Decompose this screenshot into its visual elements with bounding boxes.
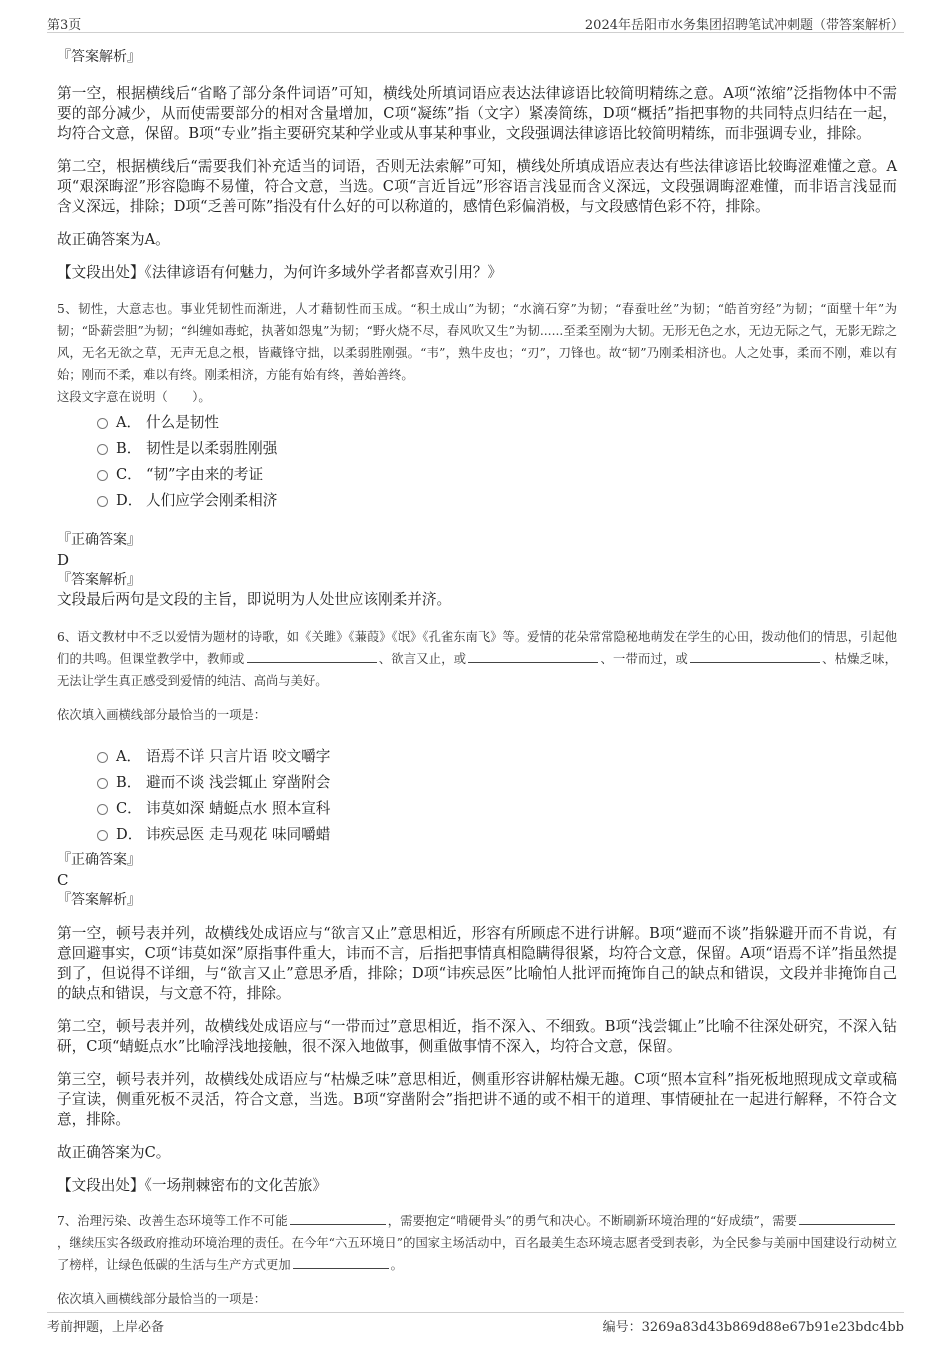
blank-line	[799, 1212, 895, 1225]
radio-icon[interactable]	[97, 496, 108, 507]
q5-answer: D	[57, 551, 70, 569]
q6-analysis-tag: 『答案解析』	[57, 892, 141, 908]
q5-answer-tag: 『正确答案』	[57, 532, 141, 548]
page-header	[47, 10, 904, 33]
q6-option-b[interactable]	[57, 768, 897, 794]
q5-stem: 这段文字意在说明（ ）。	[57, 390, 211, 404]
option-letter: D．	[116, 825, 143, 843]
option-text: “韧”字由来的考证	[146, 465, 264, 483]
option-text: 讳疾忌医 走马观花 味同嚼蜡	[146, 825, 331, 843]
option-text: 韧性是以柔弱胜刚强	[146, 439, 278, 457]
q5-options	[57, 408, 897, 512]
document-id: 编号：3269a83d43b869d88e67b91e23bdc4bb	[602, 1320, 904, 1335]
radio-icon[interactable]	[97, 444, 108, 455]
radio-icon[interactable]	[97, 804, 108, 815]
q5-option-d[interactable]	[57, 486, 897, 512]
document-title: 2024年岳阳市水务集团招聘笔试冲刺题（带答案解析）	[584, 18, 904, 33]
q6-option-a[interactable]	[57, 742, 897, 768]
q6-analysis-paragraph-1: 第一空，顿号表并列，故横线处成语应与“欲言又止”意思相近，形容有所顾虑不进行讲解。B项“避而不谈”指躲避开而不肯说，有意回避事实，C项“讳莫如深”原指事件重大，讳而不言，后指把事情真相隐瞒得很紧，均符合文意，保留。A项“语焉不详”指虽然提到了，但说得不详细，与“欲言又止”意思矛盾，排除；D项“讳疾忌医”比喻怕人批评而掩饰自己的缺点和错误，文段并非掩饰自己的缺点和错误，与文意不符，排除。	[57, 925, 897, 1002]
q4-analysis-paragraph-1: 第一空，根据横线后“省略了部分条件词语”可知，横线处所填词语应表达法律谚语比较简明精练之意。A项“浓缩”泛指物体中不需要的部分减少，从而使需要部分的相对含量增加，C项“凝练”指（文字）紧凑简练，D项“概括”指把事物的共同特点归结在一起，均符合文意，保留。B项“专业”指主要研究某种学业或从事某种事业，文段强调法律谚语比较简明精练，而非强调专业，排除。	[57, 85, 897, 142]
q4-analysis-tag: 『答案解析』	[57, 49, 141, 65]
option-letter: B．	[116, 439, 142, 457]
q5-option-a[interactable]	[57, 408, 897, 434]
q7-question-text: 7、治理污染、改善生态环境等工作不可能 ，需要抱定“啃硬骨头”的勇气和决心。不断刷新环境治理的“好成绩”，需要，继续压实各级政府推动环境治理的责任。在今年“六五环境日”的国家主场活动中，百名最美生态环境志愿者受到表彰，为全民参与美丽中国建设行动树立了榜样，让绿色低碳的生活与生产方式更加 。	[57, 1214, 897, 1272]
option-letter: C．	[116, 799, 142, 817]
q6-option-c[interactable]	[57, 794, 897, 820]
option-text: 语焉不详 只言片语 咬文嚼字	[146, 747, 331, 765]
option-text: 什么是韧性	[146, 413, 219, 431]
radio-icon[interactable]	[97, 418, 108, 429]
option-letter: A．	[116, 747, 142, 765]
q6-question-text: 6、语文教材中不乏以爱情为题材的诗歌，如《关雎》《蒹葭》《氓》《孔雀东南飞》等。爱情的花朵常常隐秘地萌发在学生的心田，拨动他们的情思，引起他们的共鸣。但课堂教学中，教师或 、欲言又止，或 、一带而过，或 、枯燥乏味，无法让学生真正感受到爱情的纯洁、高尚与美好。	[57, 630, 897, 688]
q4-analysis-paragraph-2: 第二空，根据横线后“需要我们补充适当的词语，否则无法索解”可知，横线处所填成语应表达有些法律谚语比较晦涩难懂之意。A项“艰深晦涩”形容隐晦不易懂，符合文意，当选。C项“言近旨远”形容语言浅显而含义深远，文段强调晦涩难懂，而非语言浅显而含义深远，排除；D项“乏善可陈”指没有什么好的可以称道的，感情色彩偏消极，与文段感情色彩不符，排除。	[57, 158, 897, 215]
q5-analysis-tag: 『答案解析』	[57, 572, 141, 588]
q6-answer-tag: 『正确答案』	[57, 852, 141, 868]
footer-slogan: 考前押题，上岸必备	[47, 1320, 165, 1335]
page-number: 第3页	[47, 18, 82, 33]
radio-icon[interactable]	[97, 470, 108, 481]
q6-analysis-paragraph-3: 第三空，顿号表并列，故横线处成语应与“枯燥乏味”意思相近，侧重形容讲解枯燥无趣。C项“照本宣科”指死板地照现成文章或稿子宣读，侧重死板不灵活，符合文意，当选。B项“穿凿附会”指把讲不通的或不相干的道理、事情硬扯在一起进行解释，不符合文意，排除。	[57, 1071, 897, 1128]
blank-line	[690, 650, 820, 663]
option-letter: A．	[116, 413, 142, 431]
q6-source: 【文段出处】《一场荆棘密布的文化苦旅》	[57, 1177, 327, 1194]
q7-stem: 依次填入画横线部分最恰当的一项是：	[57, 1292, 267, 1306]
blank-line	[468, 650, 598, 663]
q6-answer: C	[57, 871, 69, 889]
blank-line	[247, 650, 377, 663]
q5-analysis: 文段最后两句是文段的主旨，即说明为人处世应该刚柔并济。	[57, 591, 452, 608]
radio-icon[interactable]	[97, 830, 108, 841]
q4-source: 【文段出处】《法律谚语有何魅力，为何许多域外学者都喜欢引用？》	[57, 264, 503, 281]
q5-option-b[interactable]	[57, 434, 897, 460]
blank-line	[293, 1256, 389, 1269]
q6-options	[57, 742, 897, 846]
q5-question-text: 5、韧性，大意志也。事业凭韧性而渐进，人才藉韧性而玉成。“积土成山”为韧；“水滴石穿”为韧；“春蚕吐丝”为韧；“皓首穷经”为韧；“面壁十年”为韧；“卧薪尝胆”为韧；“纠缠如毒蛇，执著如怨鬼”为韧；“野火烧不尽，春风吹又生”为韧......至柔至刚为大韧。无形无色之水，无边无际之气，无影无踪之风，无名无欲之草，无声无息之根，皆藏锋守拙，以柔弱胜刚强。“韦”，熟牛皮也；“刃”，刀锋也。故“韧”乃刚柔相济也。人之处事，柔而不刚，难以有始；刚而不柔，难以有终。刚柔相济，方能有始有终，善始善终。	[57, 302, 897, 382]
option-text: 避而不谈 浅尝辄止 穿凿附会	[146, 773, 331, 791]
blank-line	[290, 1212, 386, 1225]
q6-conclusion: 故正确答案为C。	[57, 1144, 171, 1161]
q6-analysis-paragraph-2: 第二空，顿号表并列，故横线处成语应与“一带而过”意思相近，指不深入、不细致。B项“浅尝辄止”比喻不往深处研究，不深入钻研，C项“蜻蜓点水”比喻浮浅地接触，很不深入地做事，侧重做事情不深入，均符合文意，保留。	[57, 1018, 897, 1055]
option-text: 讳莫如深 蜻蜓点水 照本宣科	[146, 799, 331, 817]
option-text: 人们应学会刚柔相济	[146, 491, 278, 509]
option-letter: B．	[116, 773, 142, 791]
page-footer	[47, 1312, 904, 1337]
q5-option-c[interactable]	[57, 460, 897, 486]
q6-option-d[interactable]	[57, 820, 897, 846]
option-letter: D．	[116, 491, 143, 509]
document-content	[57, 44, 897, 1310]
q6-stem: 依次填入画横线部分最恰当的一项是：	[57, 708, 267, 722]
option-letter: C．	[116, 465, 142, 483]
radio-icon[interactable]	[97, 752, 108, 763]
q4-conclusion: 故正确答案为A。	[57, 231, 170, 248]
radio-icon[interactable]	[97, 778, 108, 789]
